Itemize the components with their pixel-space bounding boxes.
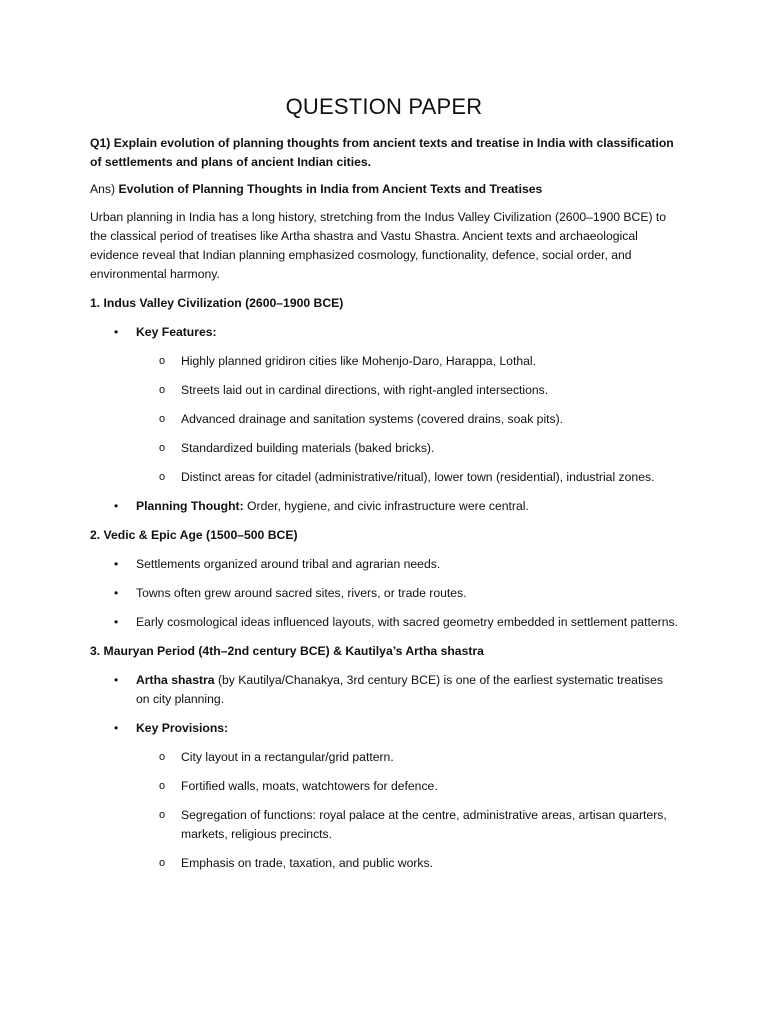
section-3-heading: 3. Mauryan Period (4th–2nd century BCE) & Kautilya’s Artha shastra [90, 644, 484, 658]
feature-text: Highly planned gridiron cities like Mohenjo-Daro, Harappa, Lothal. [181, 354, 536, 368]
circle-bullet-icon: o [159, 355, 166, 367]
bullet-icon: • [114, 615, 119, 629]
section-1-heading: 1. Indus Valley Civilization (2600–1900 BCE) [90, 296, 344, 310]
item-text: Towns often grew around sacred sites, rivers, or trade routes. [136, 586, 467, 600]
answer-heading-text: Evolution of Planning Thoughts in India from Ancient Texts and Treatises [118, 182, 543, 196]
section-1-list [90, 323, 678, 516]
list-item [159, 352, 678, 371]
planning-thought-text: Order, hygiene, and civic infrastructure were central. [243, 499, 529, 513]
bullet-icon: • [114, 721, 119, 735]
list-item [159, 439, 678, 458]
circle-bullet-icon: o [159, 471, 166, 483]
section-3-list [90, 671, 678, 873]
provision-text: Segregation of functions: royal palace at the centre, administrative areas, artisan quarters, markets, religious precincts. [181, 808, 667, 841]
circle-bullet-icon: o [159, 780, 166, 792]
answer-prefix: Ans) [90, 182, 119, 196]
circle-bullet-icon: o [159, 442, 166, 454]
provision-text: Emphasis on trade, taxation, and public works. [181, 856, 434, 870]
circle-bullet-icon: o [159, 751, 166, 763]
list-item [114, 323, 678, 487]
list-item [159, 806, 678, 844]
list-item [114, 613, 678, 632]
list-item [114, 719, 678, 873]
bullet-icon: • [114, 557, 119, 571]
provision-text: Fortified walls, moats, watchtowers for defence. [181, 779, 438, 793]
section-2-list [90, 555, 678, 632]
item-text: Settlements organized around tribal and agrarian needs. [136, 557, 441, 571]
list-item [114, 555, 678, 574]
answer-heading [90, 180, 678, 199]
list-item [159, 854, 678, 873]
list-item [114, 671, 678, 709]
feature-text: Standardized building materials (baked bricks). [181, 441, 435, 455]
feature-text: Advanced drainage and sanitation systems (covered drains, soak pits). [181, 412, 564, 426]
key-provisions-list [136, 748, 678, 873]
section-2-heading: 2. Vedic & Epic Age (1500–500 BCE) [90, 528, 298, 542]
bullet-icon: • [114, 499, 119, 513]
page-title: QUESTION PAPER [285, 94, 483, 119]
bullet-icon: • [114, 673, 119, 687]
circle-bullet-icon: o [159, 857, 166, 869]
list-item [159, 410, 678, 429]
circle-bullet-icon: o [159, 413, 166, 425]
list-item [114, 497, 678, 516]
planning-thought-label: Planning Thought: [136, 499, 244, 513]
list-item [114, 584, 678, 603]
circle-bullet-icon: o [159, 809, 166, 821]
key-features-label: Key Features: [136, 325, 217, 339]
list-item [159, 468, 678, 487]
key-features-list [136, 352, 678, 487]
feature-text: Streets laid out in cardinal directions, with right-angled intersections. [181, 383, 549, 397]
circle-bullet-icon: o [159, 384, 166, 396]
question-text: Q1) Explain evolution of planning thoughts from ancient texts and treatise in India with classification of settlements and plans of ancient Indian cities. [90, 136, 674, 169]
key-provisions-label: Key Provisions: [136, 721, 229, 735]
item-text: Early cosmological ideas influenced layouts, with sacred geometry embedded in settlement patterns. [136, 615, 678, 629]
feature-text: Distinct areas for citadel (administrative/ritual), lower town (residential), industrial zones. [181, 470, 655, 484]
list-item [159, 777, 678, 796]
list-item [159, 748, 678, 767]
list-item [159, 381, 678, 400]
bullet-icon: • [114, 586, 119, 600]
artha-shastra-label: Artha shastra [136, 673, 215, 687]
artha-shastra-text: (by Kautilya/Chanakya, 3rd century BCE) is one of the earliest systematic treatises on city planning. [136, 673, 664, 706]
bullet-icon: • [114, 325, 119, 339]
provision-text: City layout in a rectangular/grid pattern. [181, 750, 394, 764]
answer-intro: Urban planning in India has a long history, stretching from the Indus Valley Civilization (2600–1900 BCE) to the classical period of treatises like Artha shastra and Vastu Shastra. Ancient texts and archaeological evidence reveal that Indian planning emphasized cosmology, functionality, defence, social order, and environmental harmony. [90, 210, 667, 281]
